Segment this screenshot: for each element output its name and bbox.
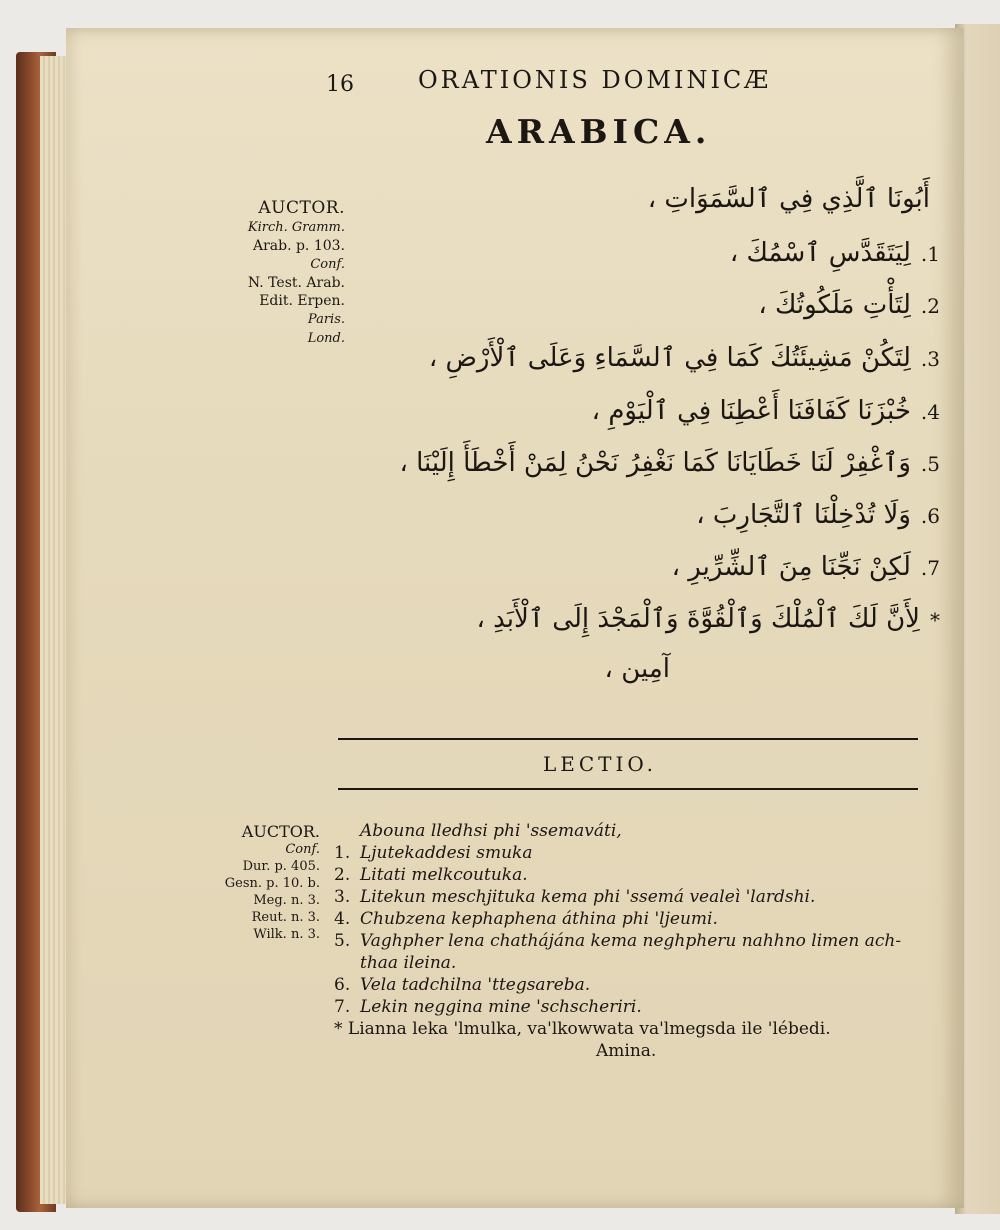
arabic-verse: آمِين ،	[604, 654, 670, 684]
source-line: Lond.	[307, 331, 345, 346]
doxology-line: * Lianna leka 'lmulka, va'lkowwata va'lmegsda ile 'lébedi.	[334, 1019, 831, 1039]
lectio-line: 7. Lekin neggina mine 'schscheriri.	[334, 997, 642, 1017]
source-line: Gesn. p. 10. b.	[224, 876, 320, 891]
lectio-title: LECTIO.	[543, 752, 658, 776]
lectio-line: 6. Vela tadchilna 'ttegsareba.	[334, 975, 591, 995]
source-line: Reut. n. 3.	[251, 910, 320, 925]
arabic-verse: 1.لِيَتَقَدَّسِ ٱسْمُكَ ،	[729, 238, 940, 268]
source-line: Conf.	[285, 842, 320, 857]
amen-line: Amina.	[596, 1041, 657, 1061]
lectio-line: 3. Litekun meschjituka kema phi 'ssemá vealeì 'lardshi.	[334, 887, 816, 907]
source-line: Edit. Erpen.	[259, 293, 345, 309]
lectio-line: 5. Vaghpher lena chathájána kema neghpheru nahhno limen ach-	[334, 931, 902, 951]
lectio-line: 4. Chubzena kephaphena áthina phi 'ljeumi.	[334, 909, 718, 929]
arabic-source-note	[215, 198, 345, 348]
section-title: ARABICA.	[486, 112, 712, 151]
source-line: Conf.	[310, 257, 345, 272]
source-line: Paris.	[307, 312, 345, 327]
source-line: N. Test. Arab.	[247, 275, 345, 291]
lectio-line: 1. Ljutekaddesi smuka	[334, 843, 533, 863]
arabic-verse: 4.خُبْزَنَا كَفَافَنَا أَعْطِنَا فِي ٱلْيَوْمِ ،	[591, 396, 940, 426]
source-heading: AUCTOR.	[258, 198, 345, 218]
source-line: Meg. n. 3.	[253, 893, 320, 908]
arabic-verse: 3.لِتَكُنْ مَشِيئَتُكَ كَمَا فِي ٱلسَّمَاءِ وَعَلَى ٱلْأَرْضِ ،	[428, 343, 940, 373]
source-line: Wilk. n. 3.	[253, 927, 320, 942]
source-line: Arab. p. 103.	[252, 238, 345, 254]
running-title: ORATIONIS DOMINICÆ	[418, 66, 772, 94]
arabic-verse: 5.وَٱغْفِرْ لَنَا خَطَايَانَا كَمَا نَغْفِرُ نَحْنُ لِمَنْ أَخْطَأَ إِلَيْنَا ،	[399, 448, 940, 478]
arabic-verse: أَبُونَا ٱلَّذِي فِي ٱلسَّمَوَاتِ ،	[647, 184, 930, 214]
divider-rule	[338, 788, 918, 790]
source-line: Dur. p. 405.	[242, 859, 320, 874]
arabic-verse: 6.وَلَا تُدْخِلْنَا ٱلتَّجَارِبَ ،	[696, 500, 940, 530]
lectio-line: thaa ileina.	[360, 953, 457, 973]
source-line: Kirch. Gramm.	[247, 220, 345, 235]
page-number: 16	[326, 72, 354, 97]
arabic-verse: 7.لَكِنْ نَجِّنَا مِنَ ٱلشِّرِّيرِ ،	[671, 552, 940, 582]
lectio-line: 2. Litati melkcoutuka.	[334, 865, 528, 885]
lectio-source-note	[216, 822, 320, 943]
arabic-verse: *لِأَنَّ لَكَ ٱلْمُلْكَ وَٱلْقُوَّةَ وَٱلْمَجْدَ إِلَى ٱلْأَبَدِ ،	[476, 604, 940, 634]
lectio-text	[334, 820, 934, 1062]
arabic-verse: 2.لِتَأْتِ مَلَكُوتُكَ ،	[758, 290, 940, 320]
source-heading: AUCTOR.	[241, 822, 320, 841]
divider-rule	[338, 738, 918, 740]
lectio-line: Abouna lledhsi phi 'ssemaváti,	[360, 821, 622, 841]
